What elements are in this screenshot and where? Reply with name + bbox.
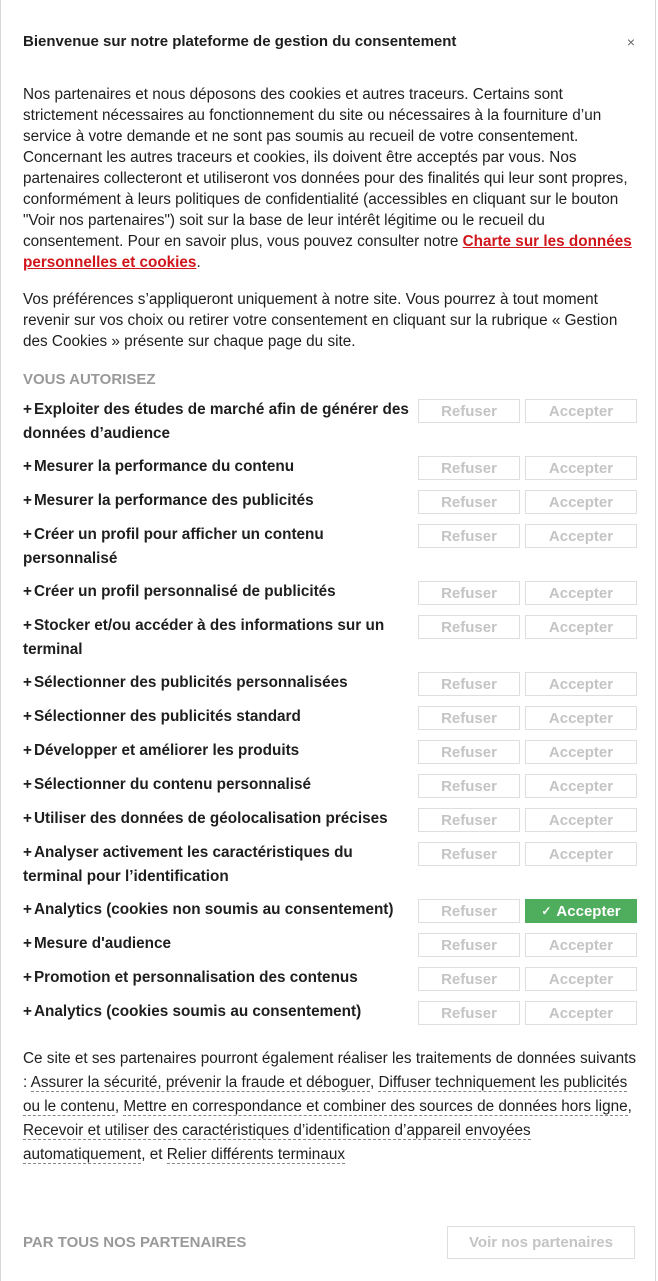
processing-item[interactable]: Assurer la sécurité, prévenir la fraude et déboguer	[30, 1074, 370, 1091]
refuse-button[interactable]: Refuser	[418, 706, 520, 730]
accept-button-label: Accepter	[548, 402, 614, 420]
purpose-label-text: Sélectionner du contenu personnalisé	[33, 776, 312, 793]
modal-content	[23, 84, 639, 1167]
accept-button[interactable]	[525, 808, 637, 832]
refuse-button[interactable]: Refuser	[418, 490, 520, 514]
expand-plus-icon[interactable]: +	[23, 901, 32, 918]
modal-footer	[23, 1226, 635, 1260]
intro-paragraph	[23, 84, 639, 273]
purpose-buttons	[418, 773, 637, 798]
purpose-label[interactable]	[23, 773, 413, 797]
accept-button[interactable]	[525, 967, 637, 991]
purpose-label[interactable]	[23, 523, 413, 571]
purpose-label-text: Analytics (cookies non soumis au consentement)	[33, 901, 394, 918]
purpose-label[interactable]	[23, 932, 413, 956]
purpose-row	[23, 614, 639, 662]
purpose-row	[23, 773, 639, 798]
refuse-button[interactable]: Refuser	[418, 524, 520, 548]
purpose-label[interactable]	[23, 966, 413, 990]
accept-button-label: Accepter	[548, 970, 614, 988]
purpose-buttons	[418, 807, 637, 832]
section-title-authorize: VOUS AUTORISEZ	[23, 371, 156, 388]
expand-plus-icon[interactable]: +	[23, 674, 32, 691]
expand-plus-icon[interactable]: +	[23, 583, 32, 600]
intro-text: Nos partenaires et nous déposons des cookies et autres traceurs. Certains sont strictement nécessaires au fonctionnement du site ou nécessaires à la fourniture d’un service à votre demande et ne sont pas soumis au recueil de votre consentement. Concernant les autres traceurs et cookies, ils doivent être acceptés par vous. Nos partenaires collecteront et utiliseront vos données pour des finalités qui leur sont propres, conformément à leurs politiques de confidentialité (accessibles en cliquant sur le bouton "Voir nos partenaires") soit sur la base de leur intérêt légitime ou le recueil du consentement. Pour en savoir plus, vous pouvez consulter notre	[23, 86, 628, 250]
modal-header	[23, 32, 635, 56]
accept-button[interactable]	[525, 842, 637, 866]
expand-plus-icon[interactable]: +	[23, 742, 32, 759]
purpose-label-text: Mesurer la performance des publicités	[33, 492, 314, 509]
processing-item[interactable]: Recevoir et utiliser des caractéristiques d’identification d’appareil envoyées automatiquement	[23, 1122, 531, 1163]
accept-button-label: Accepter	[556, 902, 621, 920]
purpose-row	[23, 739, 639, 764]
processing-item[interactable]: Relier différents terminaux	[166, 1146, 345, 1163]
purpose-label-text: Développer et améliorer les produits	[33, 742, 300, 759]
expand-plus-icon[interactable]: +	[23, 1003, 32, 1020]
purpose-buttons	[418, 898, 637, 923]
separator: , et	[141, 1146, 167, 1163]
purpose-buttons	[418, 398, 637, 423]
purpose-buttons	[418, 966, 637, 991]
accept-button-label: Accepter	[548, 709, 614, 727]
purpose-label-text: Promotion et personnalisation des contenus	[33, 969, 358, 986]
expand-plus-icon[interactable]: +	[23, 969, 32, 986]
accept-button-label: Accepter	[548, 777, 614, 795]
separator: ,	[114, 1098, 124, 1115]
accept-button[interactable]	[525, 615, 637, 639]
accept-button[interactable]	[525, 1001, 637, 1025]
purpose-label[interactable]	[23, 705, 413, 729]
purpose-row	[23, 932, 639, 957]
refuse-button[interactable]: Refuser	[418, 1001, 520, 1025]
purpose-row	[23, 898, 639, 923]
intro-text-end: .	[196, 254, 201, 271]
accept-button-label: Accepter	[548, 527, 614, 545]
purpose-row	[23, 398, 639, 446]
purpose-label[interactable]	[23, 807, 413, 831]
purpose-label-text: Analyser activement les caractéristiques du terminal pour l’identification	[23, 844, 353, 885]
accept-button-label: Accepter	[548, 459, 614, 477]
accept-button-label: Accepter	[548, 845, 614, 863]
purpose-buttons	[418, 489, 637, 514]
expand-plus-icon[interactable]: +	[23, 810, 32, 827]
purpose-list	[23, 398, 639, 1025]
purpose-label-text: Analytics (cookies soumis au consentement)	[33, 1003, 362, 1020]
purpose-buttons	[418, 739, 637, 764]
purpose-row	[23, 966, 639, 991]
expand-plus-icon[interactable]: +	[23, 844, 32, 861]
refuse-button[interactable]: Refuser	[418, 808, 520, 832]
expand-plus-icon[interactable]: +	[23, 492, 32, 509]
processing-item[interactable]: Diffuser techniquement les publicités ou le contenu	[23, 1074, 628, 1115]
accept-button-label: Accepter	[548, 675, 614, 693]
purpose-row	[23, 580, 639, 605]
purpose-row	[23, 523, 639, 571]
close-icon[interactable]: ×	[626, 34, 635, 50]
refuse-button[interactable]: Refuser	[418, 740, 520, 764]
refuse-button[interactable]: Refuser	[418, 615, 520, 639]
accept-button[interactable]	[525, 524, 637, 548]
separator: ,	[369, 1074, 379, 1091]
purpose-label[interactable]	[23, 739, 413, 763]
accept-button-label: Accepter	[548, 936, 614, 954]
purpose-row	[23, 807, 639, 832]
purpose-label-text: Créer un profil personnalisé de publicités	[33, 583, 336, 600]
purpose-row	[23, 671, 639, 696]
purpose-buttons	[418, 614, 637, 639]
accept-button[interactable]	[525, 740, 637, 764]
preferences-paragraph: Vos préférences s’appliqueront uniquement à notre site. Vous pourrez à tout moment revenir sur vos choix ou retirer votre consentement en cliquant sur la rubrique « Gestion des Cookies » présente sur chaque page du site.	[23, 291, 618, 350]
refuse-button[interactable]: Refuser	[418, 774, 520, 798]
purpose-label[interactable]	[23, 1000, 413, 1024]
purpose-label-text: Utiliser des données de géolocalisation précises	[33, 810, 388, 827]
refuse-button[interactable]: Refuser	[418, 399, 520, 423]
purpose-buttons	[418, 455, 637, 480]
purpose-label[interactable]	[23, 671, 413, 695]
section-title-partners: PAR TOUS NOS PARTENAIRES	[23, 1234, 247, 1251]
processing-item[interactable]: Mettre en correspondance et combiner des sources de données hors ligne	[123, 1098, 628, 1115]
accept-button[interactable]	[525, 933, 637, 957]
expand-plus-icon[interactable]: +	[23, 458, 32, 475]
see-partners-button[interactable]: Voir nos partenaires	[447, 1226, 635, 1259]
purpose-row	[23, 455, 639, 480]
purpose-label[interactable]	[23, 580, 413, 604]
accept-button-label: Accepter	[548, 493, 614, 511]
accept-button-label: Accepter	[548, 584, 614, 602]
accept-button[interactable]	[525, 456, 637, 480]
purpose-label-text: Sélectionner des publicités standard	[33, 708, 301, 725]
purpose-row	[23, 705, 639, 730]
purpose-label[interactable]	[23, 898, 413, 922]
modal-title: Bienvenue sur notre plateforme de gestion du consentement	[23, 33, 457, 50]
refuse-button[interactable]: Refuser	[418, 899, 520, 923]
purpose-label-text: Mesure d'audience	[33, 935, 172, 952]
purpose-label[interactable]	[23, 614, 413, 662]
purpose-row	[23, 841, 639, 889]
expand-plus-icon[interactable]: +	[23, 526, 32, 543]
purpose-label[interactable]	[23, 489, 413, 513]
purpose-row	[23, 1000, 639, 1025]
purpose-label[interactable]	[23, 455, 413, 479]
refuse-button[interactable]: Refuser	[418, 842, 520, 866]
expand-plus-icon[interactable]: +	[23, 708, 32, 725]
separator: ,	[627, 1098, 632, 1115]
accept-button[interactable]	[525, 899, 637, 923]
purpose-row	[23, 489, 639, 514]
purpose-buttons	[418, 671, 637, 696]
purpose-buttons	[418, 580, 637, 605]
check-icon: ✓	[541, 904, 552, 918]
accept-button[interactable]	[525, 706, 637, 730]
additional-processing	[23, 1047, 639, 1167]
expand-plus-icon[interactable]: +	[23, 776, 32, 793]
purpose-label-text: Mesurer la performance du contenu	[33, 458, 295, 475]
purpose-label-text: Exploiter des études de marché afin de générer des données d’audience	[23, 401, 409, 442]
accept-button-label: Accepter	[548, 1004, 614, 1022]
purpose-buttons	[418, 841, 637, 866]
purpose-buttons	[418, 1000, 637, 1025]
purpose-buttons	[418, 523, 637, 548]
refuse-button[interactable]: Refuser	[418, 672, 520, 696]
accept-button-label: Accepter	[548, 811, 614, 829]
accept-button[interactable]	[525, 774, 637, 798]
purpose-label-text: Stocker et/ou accéder à des informations sur un terminal	[23, 617, 385, 658]
purpose-buttons	[418, 705, 637, 730]
accept-button[interactable]	[525, 490, 637, 514]
additional-processing-intro: Ce site et ses partenaires pourront également réaliser les traitements de données suivants :	[23, 1050, 637, 1091]
accept-button[interactable]	[525, 399, 637, 423]
refuse-button[interactable]: Refuser	[418, 967, 520, 991]
accept-button[interactable]	[525, 672, 637, 696]
purpose-label-text: Créer un profil pour afficher un contenu personnalisé	[23, 526, 324, 567]
refuse-button[interactable]: Refuser	[418, 933, 520, 957]
purpose-label[interactable]	[23, 841, 413, 889]
purpose-label-text: Sélectionner des publicités personnalisées	[33, 674, 348, 691]
privacy-charter-link[interactable]: Charte sur les données personnelles et cookies	[23, 233, 632, 271]
purpose-label[interactable]	[23, 398, 413, 446]
refuse-button[interactable]: Refuser	[418, 456, 520, 480]
accept-button[interactable]	[525, 581, 637, 605]
accept-button-label: Accepter	[548, 743, 614, 761]
refuse-button[interactable]: Refuser	[418, 581, 520, 605]
accept-button-label: Accepter	[548, 618, 614, 636]
expand-plus-icon[interactable]: +	[23, 935, 32, 952]
expand-plus-icon[interactable]: +	[23, 401, 32, 418]
expand-plus-icon[interactable]: +	[23, 617, 32, 634]
purpose-buttons	[418, 932, 637, 957]
